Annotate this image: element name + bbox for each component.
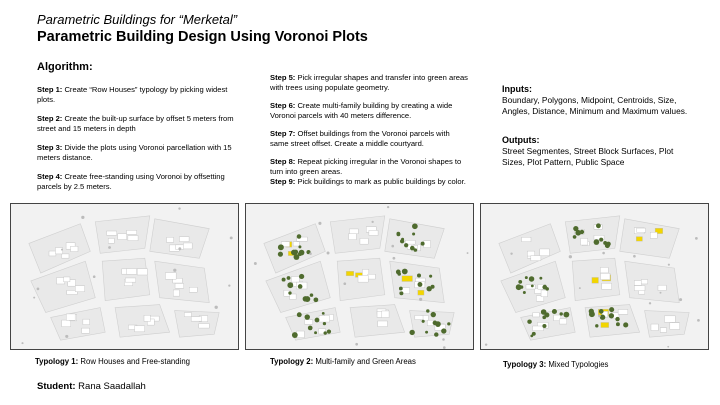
step-1: Step 1: Create “Row Houses” typology by picking widest plots. [37, 85, 228, 104]
typology-2-caption: Typology 2: Multi-family and Green Areas [270, 357, 416, 366]
inputs-text: Boundary, Polygons, Midpoint, Centroids, Size, Angles, Distance, Minimum and Maximum values. [502, 95, 688, 116]
typology-3-image [480, 203, 709, 350]
step-2: Step 2: Create the built-up surface by offset 5 meters from street and 15 meters in depth [37, 114, 234, 133]
step-3: Step 3: Divide the plots using Voronoi parcellation with 15 meters distance. [37, 143, 232, 162]
algorithm-heading: Algorithm: [37, 61, 93, 73]
step-6: Step 6: Create multi-family building by creating a wide Voronoi parcels with 40 meters difference. [270, 101, 453, 120]
inputs-heading: Inputs: [502, 84, 532, 94]
page-title: Parametric Building Design Using Voronoi Plots [37, 29, 368, 45]
step-7: Step 7: Offset buildings from the Voronoi parcels with same street offset. Create a middle courtyard. [270, 129, 450, 148]
step-8: Step 8: Repeat picking irregular in the Voronoi shapes to turn into green areas. [270, 157, 462, 176]
outputs-heading: Outputs: [502, 135, 540, 145]
student-credit: Student: Rana Saadallah [37, 381, 146, 392]
step-4: Step 4: Create free-standing using Voronoi by offsetting parcels by 2.5 meters. [37, 172, 225, 191]
project-title: Parametric Buildings for “Merketal” [37, 12, 238, 27]
outputs-text: Street Segmentes, Street Block Surfaces, Plot Sizes, Plot Pattern, Public Space [502, 146, 674, 167]
typology-3-caption: Typology 3: Mixed Typologies [503, 360, 609, 369]
step-9: Step 9: Pick buildings to mark as public buildings by color. [270, 177, 466, 186]
typology-2-image [245, 203, 474, 350]
typology-1-caption: Typology 1: Row Houses and Free-standing [35, 357, 191, 366]
typology-1-image [10, 203, 239, 350]
step-5: Step 5: Pick irregular shapes and transfer into green areas with trees using populate geometry. [270, 73, 468, 92]
